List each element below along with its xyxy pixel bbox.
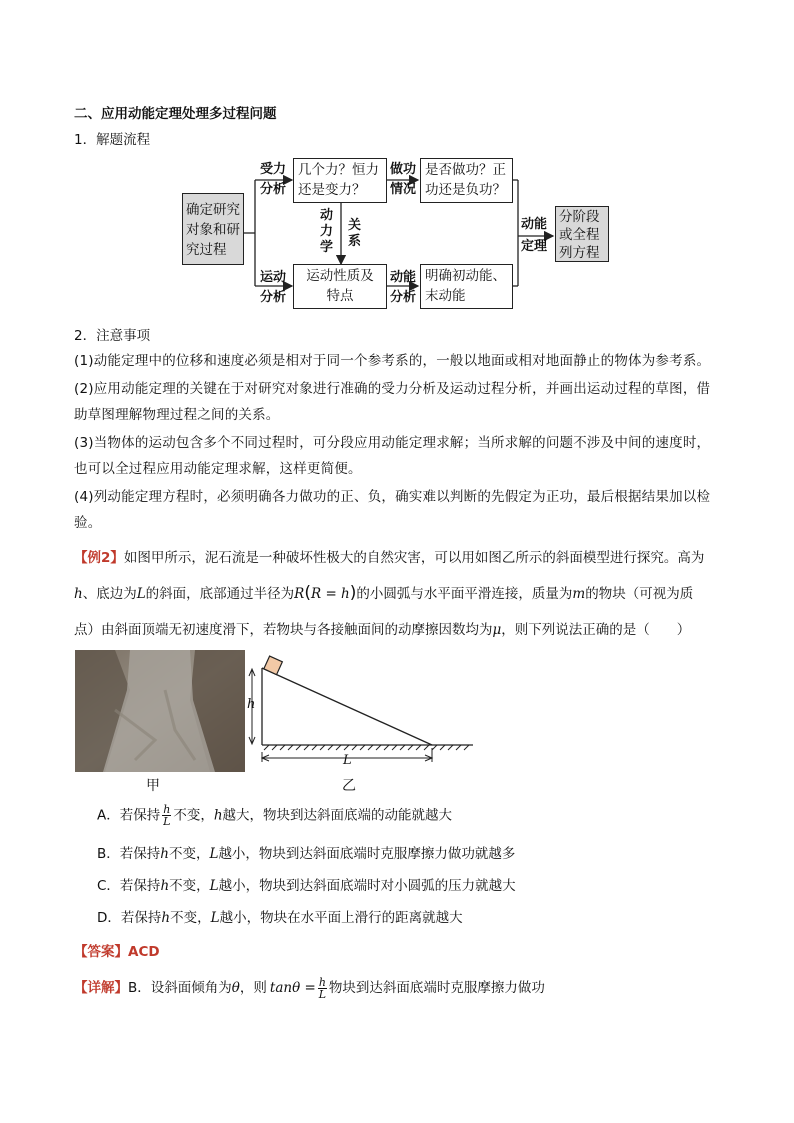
subheading-notes: 2．注意事项 bbox=[74, 328, 151, 344]
example-line-1: 【例2】如图甲所示，泥石流是一种破坏性极大的自然灾害，可以用如图乙所示的斜面模型进行探究。高为 bbox=[74, 550, 705, 566]
detail-line: 【详解】B．设斜面倾角为θ，则 tanθ = $\frac{h}{L}$ 物块到达斜面底端时克服摩擦力做功 bbox=[74, 975, 545, 1001]
detail-tag: 【详解】 bbox=[74, 980, 128, 996]
example-tag: 【例2】 bbox=[74, 550, 124, 566]
work-label: 做功 情况 bbox=[390, 162, 417, 197]
incline-diagram bbox=[240, 650, 480, 770]
note-1: (1)动能定理中的位移和速度必须是相对于同一个参考系的，一般以地面或相对地面静止的物体为参考系。 bbox=[74, 353, 711, 369]
label-h: h bbox=[247, 697, 256, 712]
ke-analysis-label: 动能 分析 bbox=[390, 270, 417, 305]
example-line-2: h、底边为L的斜面，底部通过半径为R(R = h)的小圆弧与水平面平滑连接，质量为m的物块（可视为质 bbox=[74, 583, 694, 603]
force-box: 几个力？恒力还是变力？ bbox=[293, 158, 387, 203]
note-4: (4)列动能定理方程时，必须明确各力做功的正、负，确实难以判断的先假定为正功，最后根据结果加以检验。 bbox=[74, 489, 711, 531]
note-2: (2)应用动能定理的关键在于对研究对象进行准确的受力分析及运动过程分析，并画出运动过程的草图，借助草图理解物理过程之间的关系。 bbox=[74, 381, 711, 423]
option-c: C．若保持h不变，L越小，物块到达斜面底端时对小圆弧的压力就越大 bbox=[97, 878, 516, 894]
mudslide-photo bbox=[75, 650, 245, 772]
caption-left: 甲 bbox=[146, 778, 160, 794]
force-analysis-label: 受力 分析 bbox=[260, 162, 287, 197]
flow-start-box: 确定研究对象和研究过程 bbox=[182, 193, 244, 265]
caption-right: 乙 bbox=[342, 778, 356, 794]
theorem-label: 动能 定理 bbox=[521, 217, 548, 254]
answer-line bbox=[74, 940, 160, 960]
section-title: 二、应用动能定理处理多过程问题 bbox=[74, 106, 277, 122]
relation-label: 关 系 bbox=[348, 218, 362, 249]
subheading-flow: 1．解题流程 bbox=[74, 132, 151, 148]
option-b: B．若保持h不变，L越小，物块到达斜面底端时克服摩擦力做功就越多 bbox=[97, 846, 516, 862]
ke-box: 明确初动能、末动能 bbox=[420, 264, 513, 309]
example-line-3: 点）由斜面顶端无初速度滑下，若物块与各接触面间的动摩擦因数均为μ，则下列说法正确的是（ ） bbox=[74, 622, 691, 638]
label-L: L bbox=[343, 753, 352, 768]
option-d: D．若保持h不变，L越小，物块在水平面上滑行的距离就越大 bbox=[97, 910, 463, 926]
motion-box: 运动性质及特点 bbox=[293, 264, 387, 309]
note-3: (3)当物体的运动包含多个不同过程时，可分段应用动能定理求解；当所求解的问题不涉及中间的速度时，也可以全过程应用动能定理求解，这样更简便。 bbox=[74, 435, 711, 477]
answer-tag: 【答案】 bbox=[74, 944, 128, 960]
work-box: 是否做功？正功还是负功？ bbox=[420, 158, 513, 203]
flow-end-box: 分阶段或全程列方程 bbox=[555, 206, 609, 262]
motion-analysis-label: 运动 分析 bbox=[260, 270, 287, 305]
option-a: A．若保持 $\frac{h}{L}$ 不变，h越大，物块到达斜面底端的动能就越大 bbox=[97, 803, 453, 828]
dynamics-label: 动 力 学 bbox=[320, 208, 334, 255]
answer-value: ACD bbox=[128, 944, 160, 960]
